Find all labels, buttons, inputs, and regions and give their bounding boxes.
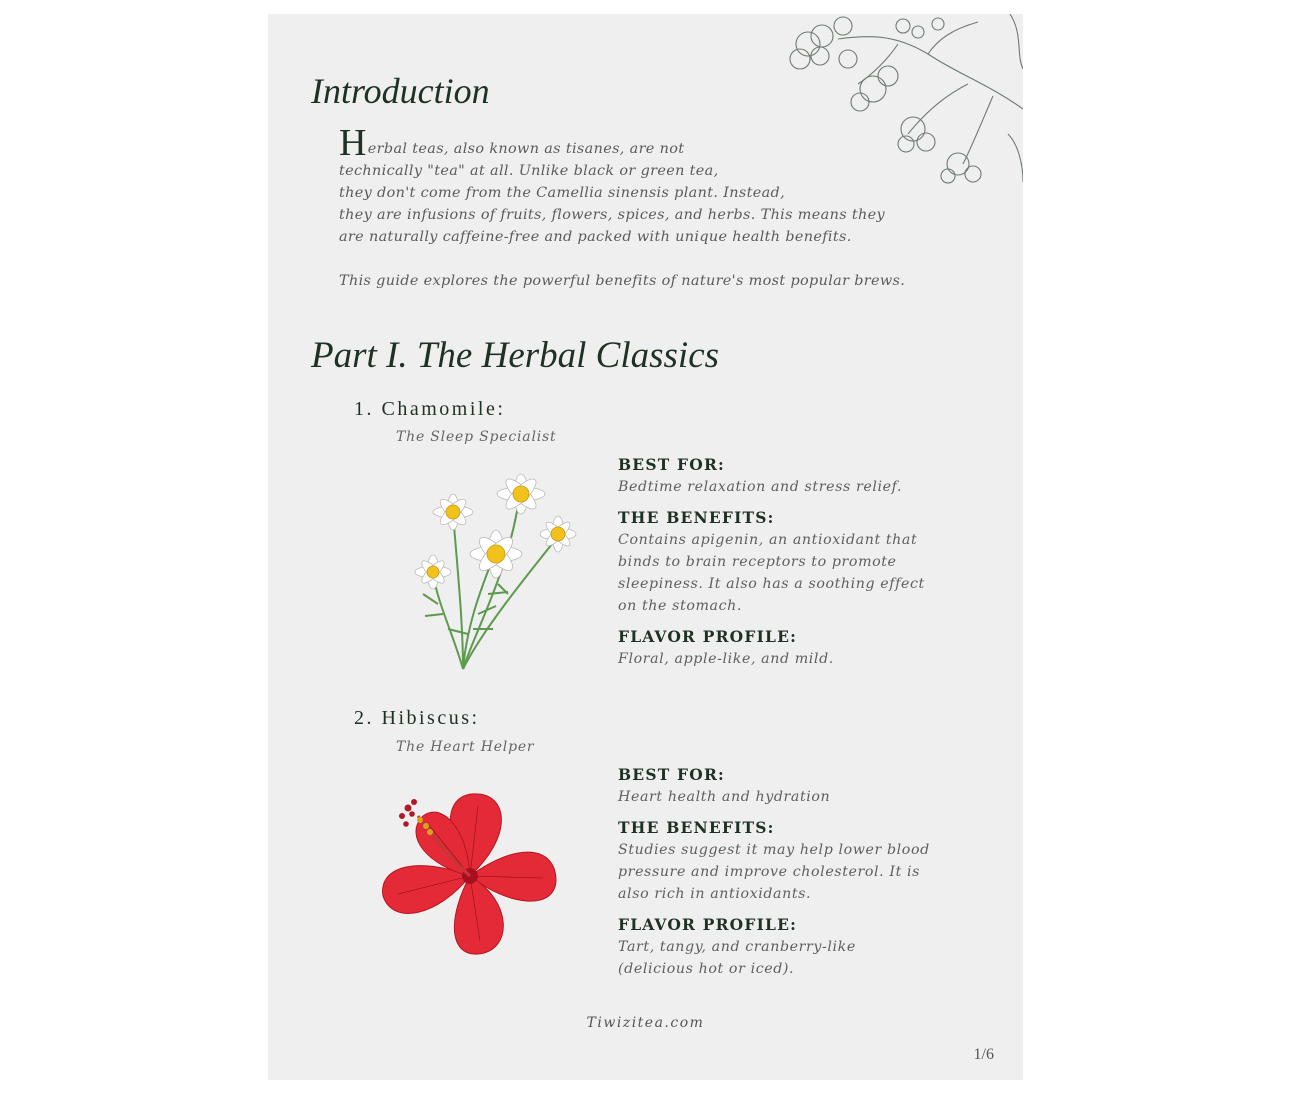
flavor-text bbox=[618, 936, 978, 980]
flavor-label: FLAVOR PROFILE: bbox=[618, 627, 798, 646]
intro-line: they don't come from the Camellia sinensis plant. Instead, bbox=[339, 185, 786, 201]
intro-paragraph bbox=[339, 122, 979, 292]
benefits-line: Studies suggest it may help lower blood bbox=[618, 842, 930, 858]
flavor-line: Tart, tangy, and cranberry-like bbox=[618, 939, 856, 955]
part-title: Part I. The Herbal Classics bbox=[311, 335, 720, 376]
tea-subtitle: The Sleep Specialist bbox=[396, 429, 557, 445]
page-number: 1/6 bbox=[973, 1046, 994, 1063]
document-page bbox=[268, 14, 1023, 1080]
intro-line: erbal teas, also known as tisanes, are not bbox=[367, 141, 685, 157]
benefits-line: Contains apigenin, an antioxidant that bbox=[618, 532, 918, 548]
intro-title: Introduction bbox=[311, 71, 490, 111]
tea-details bbox=[618, 764, 978, 989]
best-for-label: BEST FOR: bbox=[618, 455, 725, 474]
hibiscus-illustration-icon bbox=[378, 786, 560, 958]
intro-line: are naturally caffeine-free and packed with unique health benefits. bbox=[339, 229, 852, 245]
intro-line: technically "tea" at all. Unlike black or green tea, bbox=[339, 163, 719, 179]
best-for-text: Bedtime relaxation and stress relief. bbox=[618, 479, 903, 495]
drop-cap: H bbox=[339, 122, 367, 164]
flavor-label: FLAVOR PROFILE: bbox=[618, 915, 798, 934]
best-for-label: BEST FOR: bbox=[618, 765, 725, 784]
benefits-line: sleepiness. It also has a soothing effect bbox=[618, 576, 925, 592]
tea-details bbox=[618, 454, 978, 679]
chamomile-illustration-icon bbox=[408, 454, 578, 672]
flavor-line: (delicious hot or iced). bbox=[618, 961, 795, 977]
benefits-text bbox=[618, 839, 978, 905]
benefits-line: also rich in antioxidants. bbox=[618, 886, 812, 902]
benefits-label: THE BENEFITS: bbox=[618, 818, 775, 837]
flavor-text: Floral, apple-like, and mild. bbox=[618, 651, 834, 667]
tea-heading: 2. Hibiscus: bbox=[354, 707, 480, 729]
tea-heading: 1. Chamomile: bbox=[354, 398, 506, 420]
benefits-line: binds to brain receptors to promote bbox=[618, 554, 897, 570]
best-for-text: Heart health and hydration bbox=[618, 789, 831, 805]
benefits-text bbox=[618, 529, 978, 617]
footer-website[interactable]: Tiwizitea.com bbox=[586, 1015, 705, 1031]
intro-line: they are infusions of fruits, flowers, spices, and herbs. This means they bbox=[339, 207, 885, 223]
benefits-line: pressure and improve cholesterol. It is bbox=[618, 864, 921, 880]
intro-closing: This guide explores the powerful benefits of nature's most popular brews. bbox=[339, 273, 906, 289]
benefits-line: on the stomach. bbox=[618, 598, 742, 614]
benefits-label: THE BENEFITS: bbox=[618, 508, 775, 527]
tea-subtitle: The Heart Helper bbox=[396, 739, 535, 755]
